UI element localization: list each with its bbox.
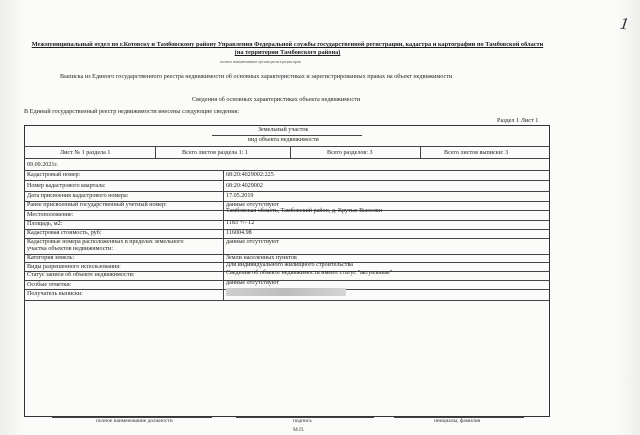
extract-date: 09.09.2021г. bbox=[27, 162, 58, 168]
location-value: Тамбовская область, Тамбовский район, д. Крутые Выселки bbox=[226, 208, 382, 214]
object-type-caption: вид объекта недвижимости bbox=[248, 137, 319, 143]
handwritten-page-number: 1 bbox=[618, 13, 630, 34]
previous-number-value: данные отсутствуют bbox=[226, 202, 279, 208]
redacted-recipient bbox=[226, 288, 346, 296]
position-caption: полное наименование должности bbox=[96, 418, 173, 424]
record-status-label: Статус записи об объекте недвижимости: bbox=[27, 272, 135, 278]
quarter-number-value: 68:20:4029002 bbox=[226, 183, 263, 189]
permitted-use-label: Виды разрешенного использования: bbox=[27, 264, 121, 270]
assignment-date-label: Дата присвоения кадастрового номера: bbox=[27, 193, 129, 199]
area-label: Площадь, м2: bbox=[27, 221, 63, 227]
total-sheets-extract: Всего листов выписки: 3 bbox=[444, 150, 509, 156]
agency-sublabel: полное наименование органа регистрации прав bbox=[220, 59, 301, 64]
previous-number-label: Ранее присвоенный государственный учетный номер: bbox=[27, 202, 167, 208]
stamp-caption: М.П. bbox=[293, 427, 305, 433]
land-category-value: Земли населенных пунктов bbox=[226, 255, 297, 261]
recipient-label: Получатель выписки: bbox=[27, 291, 83, 297]
permitted-use-value: Для индивидуального жилищного строительства bbox=[226, 262, 353, 268]
object-type: Земельный участок bbox=[258, 127, 309, 133]
section-title: Сведения об основных характеристиках объекта недвижимости bbox=[192, 96, 361, 103]
agency-name: Межмуниципальный отдел по г.Котовску и Тамбовскому району Управления Федеральной службы государственной регистрации, кадастра и картографии по Тамбовской области (на территории Тамбовского района) bbox=[31, 41, 544, 56]
total-sections: Всего разделов: 3 bbox=[327, 150, 373, 156]
signature-caption: подпись bbox=[293, 418, 312, 424]
assignment-date-value: 17.05.2019 bbox=[226, 193, 254, 199]
special-notes-value: данные отсутствуют bbox=[226, 280, 279, 286]
cadastral-value-value: 116004.98 bbox=[226, 230, 252, 236]
name-caption: инициалы, фамилия bbox=[434, 418, 481, 424]
land-category-label: Категория земель: bbox=[27, 255, 75, 261]
section-label: Раздел 1 Лист 1 bbox=[497, 117, 539, 124]
sheets-in-section: Всего листов раздела 1: 1 bbox=[182, 150, 248, 156]
record-status-value: Сведения об объекте недвижимости имеют статус "актуальные" bbox=[226, 270, 393, 276]
objects-within-label-line2: участка объектов недвижимости: bbox=[27, 246, 114, 252]
area-value: 1183 +/- 12 bbox=[226, 220, 255, 226]
extract-title: Выписка из Единого государственного реестра недвижимости об основных характеристиках и зарегистрированных правах на объект недвижимости bbox=[60, 73, 453, 80]
objects-within-value: данные отсутствуют bbox=[226, 239, 279, 245]
special-notes-label: Особые отметки: bbox=[27, 282, 72, 288]
cadastral-number-label: Кадастровый номер: bbox=[27, 172, 81, 178]
intro-text: В Единый государственный реестр недвижимости внесены следующие сведения: bbox=[24, 108, 240, 115]
objects-within-label-line1: Кадастровые номера расположенных в пределах земельного bbox=[27, 239, 184, 245]
sheet-number: Лист № 1 раздела 1 bbox=[60, 150, 111, 156]
cadastral-number-value: 68:20:4029002:225 bbox=[226, 172, 274, 178]
quarter-number-label: Номер кадастрового квартала: bbox=[27, 183, 106, 189]
cadastral-value-label: Кадастровая стоимость, руб: bbox=[27, 230, 102, 236]
location-label: Местоположение: bbox=[27, 212, 74, 218]
